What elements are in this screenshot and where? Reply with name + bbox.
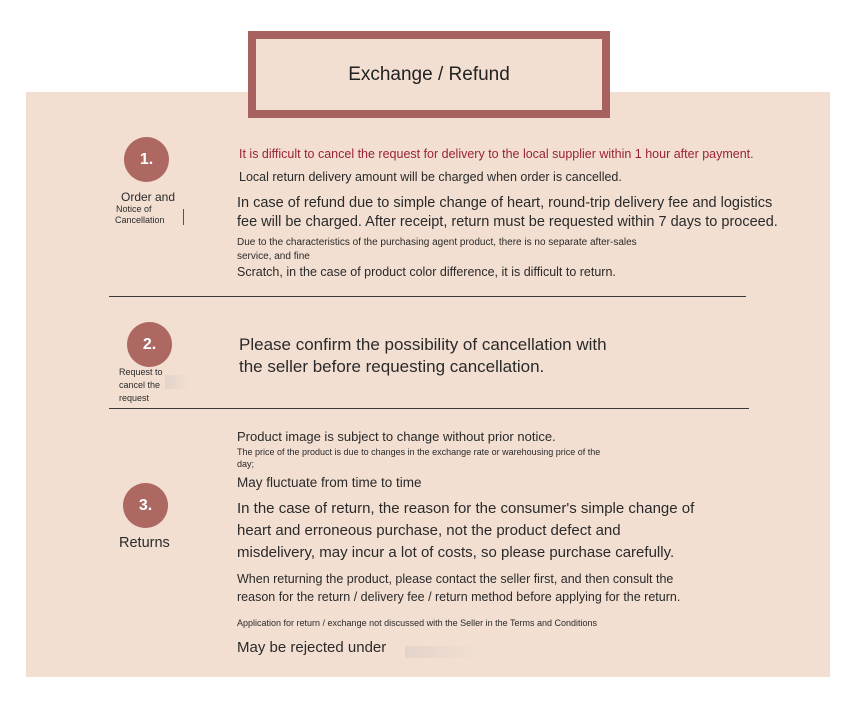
section-1-label-line1: Order and — [121, 190, 176, 204]
section-3-line3: May fluctuate from time to time — [237, 475, 422, 490]
section-3-line4c: misdelivery, may incur a lot of costs, so please purchase carefully. — [237, 544, 675, 561]
title-banner — [248, 31, 610, 118]
section-3-line7: May be rejected under — [237, 639, 387, 656]
section-3-line4a: In the case of return, the reason for the consumer's simple change of — [237, 500, 695, 517]
section-divider-2 — [109, 408, 749, 409]
section-3-line5a: When returning the product, please contact the seller first, and then consult the — [237, 572, 674, 586]
section-3-line1: Product image is subject to change without prior notice. — [237, 429, 556, 444]
section-2-label-line2: cancel the — [119, 380, 161, 390]
section-1-line5: Scratch, in the case of product color difference, it is difficult to return. — [237, 265, 616, 279]
erased-text-smudge-bottom — [405, 646, 480, 658]
section-2-label-line1: Request to — [119, 367, 163, 377]
text-cursor-mark — [183, 209, 184, 225]
section-3-number-badge: 3. — [123, 483, 168, 528]
section-3-line2a: The price of the product is due to changes in the exchange rate or warehousing price of the — [237, 447, 601, 457]
section-2-text-line2: the seller before requesting cancellation. — [239, 357, 545, 376]
section-1-line3b: fee will be charged. After receipt, return must be requested within 7 days to proceed. — [237, 214, 778, 230]
section-2-number-badge: 2. — [127, 322, 172, 367]
section-3-line6: Application for return / exchange not discussed with the Seller in the Terms and Conditions — [237, 618, 598, 628]
section-1-line2: Local return delivery amount will be charged when order is cancelled. — [239, 170, 622, 184]
section-divider-1 — [109, 296, 746, 297]
section-1-line4a: Due to the characteristics of the purchasing agent product, there is no separate after-sales — [237, 237, 637, 248]
section-3-line5b: reason for the return / delivery fee / return method before applying for the return. — [237, 590, 681, 604]
section-3-line2b: day; — [237, 459, 255, 469]
section-2-label-line3: request — [119, 393, 150, 403]
section-1-line4b: service, and fine — [237, 251, 310, 262]
section-3-label: Returns — [119, 535, 170, 551]
section-1-label-line2: Notice of — [116, 204, 152, 214]
section-1-line3a: In case of refund due to simple change of heart, round-trip delivery fee and logistics — [237, 195, 773, 211]
section-3-line4b: heart and erroneous purchase, not the product defect and — [237, 522, 621, 539]
page-title: Exchange / Refund — [256, 39, 602, 110]
section-2-text-line1: Please confirm the possibility of cancellation with — [239, 335, 607, 354]
erased-text-smudge — [165, 375, 189, 389]
section-1-label-line3: Cancellation — [115, 215, 165, 225]
section-1-number-badge: 1. — [124, 137, 169, 182]
section-1-warning: It is difficult to cancel the request for delivery to the local supplier within 1 hour after payment. — [239, 147, 754, 161]
